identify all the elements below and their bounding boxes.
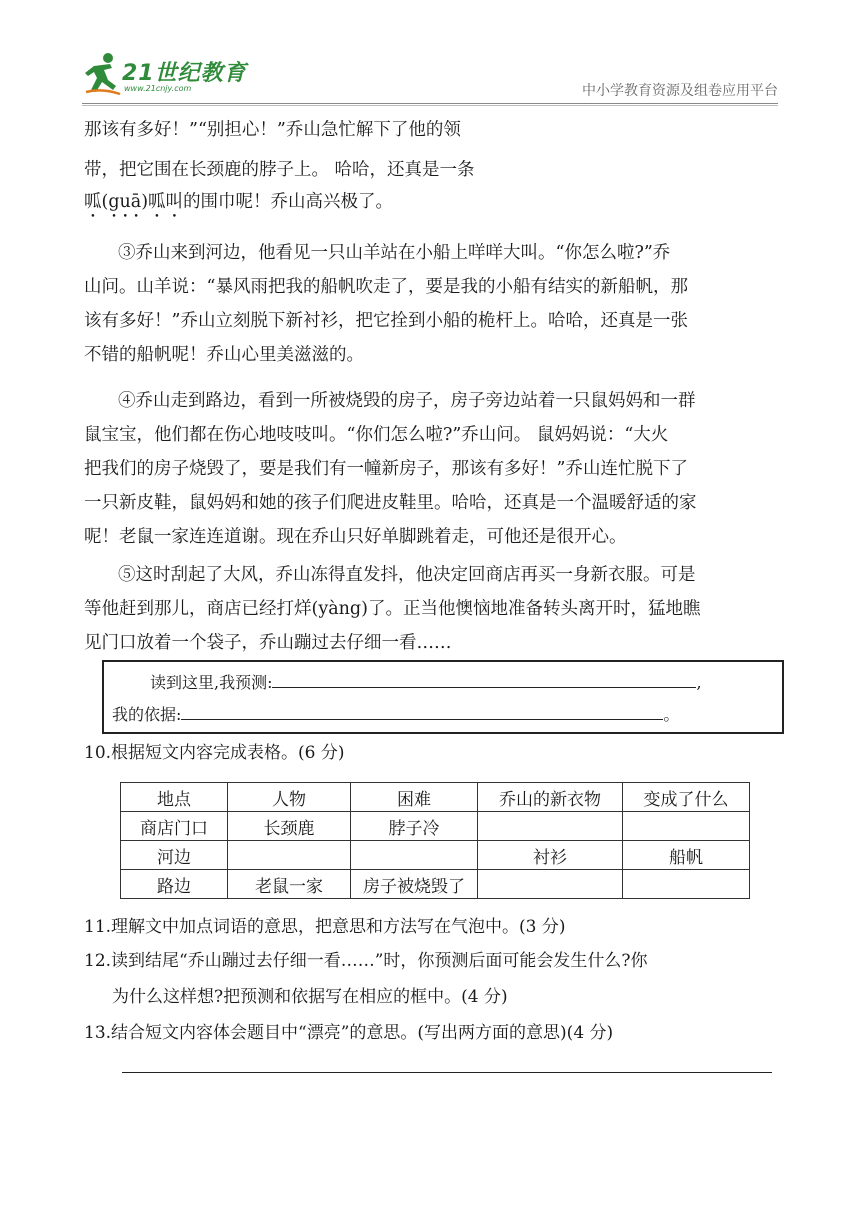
text-line: ③乔山来到河边，他看见一只山羊站在小船上咩咩大叫。“你怎么啦?”乔 <box>118 243 671 263</box>
table-header-row <box>121 783 750 812</box>
reason-blank[interactable] <box>181 705 663 720</box>
text-line: 不错的船帆呢！乔山心里美滋滋的。 <box>84 345 364 365</box>
text-line: 把我们的房子烧毁了，要是我们有一幢新房子，那该有多好！”乔山连忙脱下了 <box>84 459 688 479</box>
prediction-label: 读到这里,我预测: <box>150 673 273 692</box>
answer-table <box>120 782 750 899</box>
table-row <box>121 870 750 899</box>
table-cell: 长颈鹿 <box>228 812 351 841</box>
table-row <box>121 812 750 841</box>
paragraph-5 <box>84 558 784 660</box>
logo <box>82 52 262 100</box>
running-man-logo-icon <box>82 52 122 98</box>
question-10: 10.根据短文内容完成表格。(6 分) <box>84 743 345 763</box>
header-platform-text: 中小学教育资源及组卷应用平台 <box>582 83 778 99</box>
table-cell: 船帆 <box>623 841 750 870</box>
prediction-box <box>102 660 784 734</box>
reason-label: 我的依据: <box>112 705 182 724</box>
page-header <box>0 0 860 110</box>
reason-end: 。 <box>663 705 680 724</box>
text-line: 鼠宝宝，他们都在伤心地吱吱叫。“你们怎么啦?”乔山问。 鼠妈妈说：“大火 <box>84 425 669 445</box>
text-line: ⑤这时刮起了大风，乔山冻得直发抖，他决定回商店再买一身新衣服。可是 <box>118 565 696 585</box>
table-cell-blank[interactable] <box>623 812 750 841</box>
answer-line[interactable] <box>122 1072 772 1073</box>
table-cell: 河边 <box>121 841 228 870</box>
table-cell: 衬衫 <box>478 841 623 870</box>
prediction-end: , <box>696 673 702 692</box>
intro-paragraph <box>84 113 784 222</box>
table-cell-blank[interactable] <box>351 841 478 870</box>
text-line: 呢！老鼠一家连连道谢。现在乔山只好单脚跳着走，可他还是很开心。 <box>84 527 627 547</box>
logo-text: 21世纪教育 <box>122 61 247 86</box>
table-header-cell: 人物 <box>228 783 351 812</box>
table-cell: 房子被烧毁了 <box>351 870 478 899</box>
logo-url: www.21cnjy.com <box>124 84 192 93</box>
text-line: 一只新皮鞋，鼠妈妈和她的孩子们爬进皮鞋里。哈哈，还真是一个温暖舒适的家 <box>84 493 697 513</box>
text-fragment: 的围巾呢！乔山高兴极了。 <box>183 192 394 212</box>
table-header-cell: 变成了什么 <box>623 783 750 812</box>
reason-line <box>112 702 679 725</box>
dotted-word: 呱(guā)呱叫 <box>84 192 184 212</box>
table-cell-blank[interactable] <box>478 870 623 899</box>
table-cell-blank[interactable] <box>228 841 351 870</box>
table-cell-blank[interactable] <box>623 870 750 899</box>
table-header-cell: 地点 <box>121 783 228 812</box>
header-divider-thin <box>82 105 778 106</box>
text-line: 等他赶到那儿，商店已经打烊(yàng)了。正当他懊恼地准备转头离开时，猛地瞧 <box>84 599 701 619</box>
question-12: 12.读到结尾“乔山蹦过去仔细一看……”时，你预测后面可能会发生什么?你 <box>84 951 648 971</box>
prediction-blank[interactable] <box>272 673 696 688</box>
header-divider <box>82 103 778 104</box>
question-11: 11.理解文中加点词语的意思，把意思和方法写在气泡中。(3 分) <box>84 917 566 937</box>
text-line: 见门口放着一个袋子，乔山蹦过去仔细一看…… <box>84 633 452 653</box>
question-12-continued: 为什么这样想?把预测和依据写在相应的框中。(4 分) <box>112 987 508 1007</box>
table-cell: 商店门口 <box>121 812 228 841</box>
table-cell: 老鼠一家 <box>228 870 351 899</box>
table-row <box>121 841 750 870</box>
table-cell-blank[interactable] <box>478 812 623 841</box>
prediction-line <box>150 670 702 693</box>
text-line: 山问。山羊说：“暴风雨把我的船帆吹走了，要是我的小船有结实的新船帆，那 <box>84 277 688 297</box>
text-line: 带，把它围在长颈鹿的脖子上。 哈哈，还真是一条 <box>84 160 475 180</box>
paragraph-4 <box>84 384 784 554</box>
table-cell: 路边 <box>121 870 228 899</box>
table-header-cell: 乔山的新衣物 <box>478 783 623 812</box>
text-line: 那该有多好！”“别担心！”乔山急忙解下了他的领 <box>84 120 461 140</box>
table-header-cell: 困难 <box>351 783 478 812</box>
text-line <box>84 185 784 222</box>
paragraph-3 <box>84 236 784 372</box>
text-line: 该有多好！”乔山立刻脱下新衬衫，把它拴到小船的桅杆上。哈哈，还真是一张 <box>84 311 688 331</box>
question-13: 13.结合短文内容体会题目中“漂亮”的意思。(写出两方面的意思)(4 分) <box>84 1023 614 1043</box>
text-line: ④乔山走到路边，看到一所被烧毁的房子，房子旁边站着一只鼠妈妈和一群 <box>118 391 696 411</box>
table-cell: 脖子冷 <box>351 812 478 841</box>
